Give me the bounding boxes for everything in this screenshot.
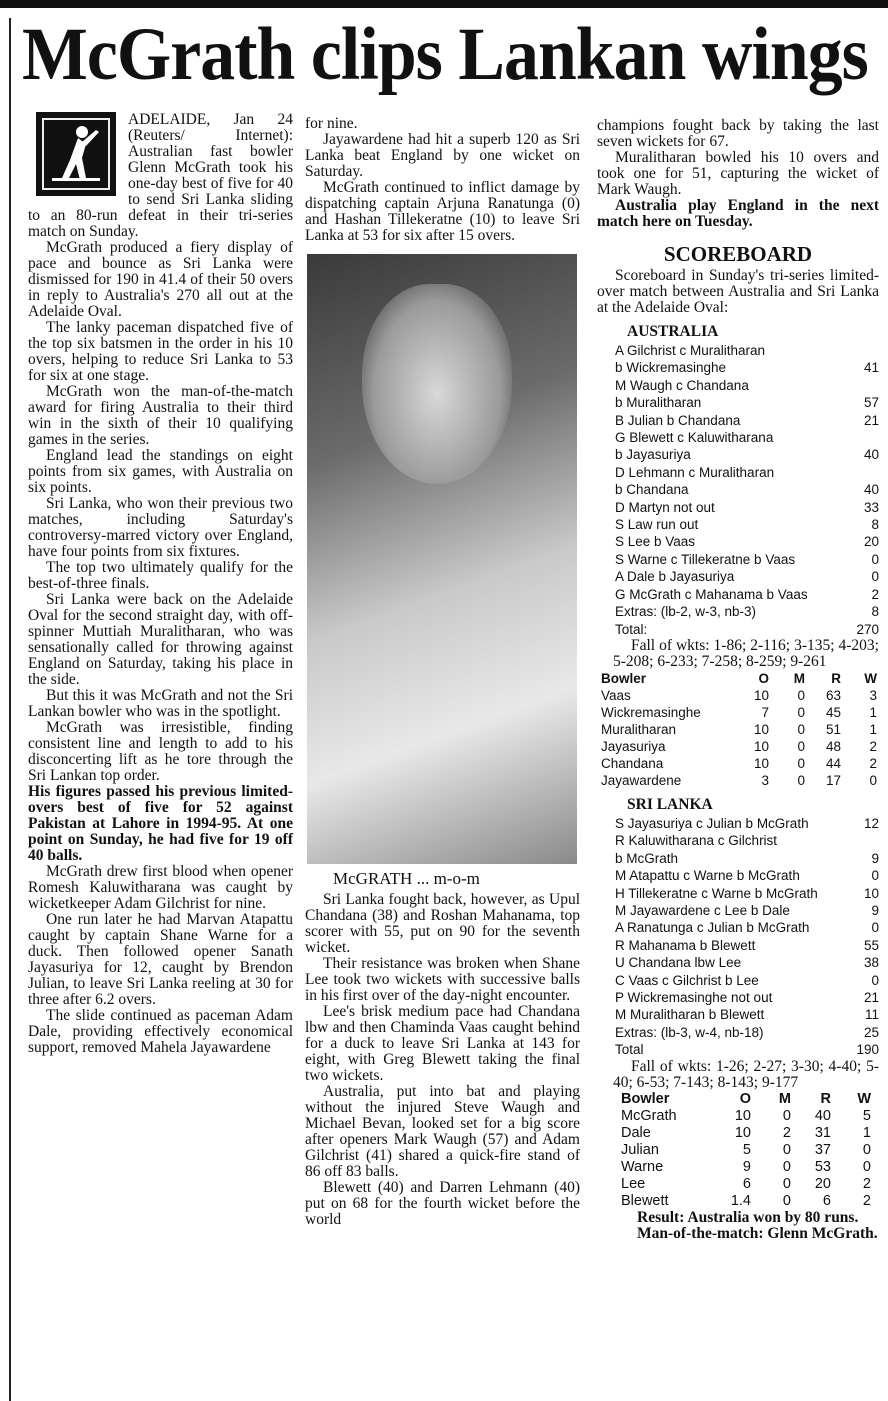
scoreboard-intro: Scoreboard in Sunday's tri-series limited-over match between Australia and Sri Lanka at the Adelaide Oval: bbox=[597, 267, 879, 316]
runs: 40 bbox=[863, 447, 879, 463]
article-paragraph: Australia, put into bat and playing without the injured Steve Waugh and Michael Bevan, looked set for a big score after openers Mark Waugh (57) and Adam Gilchrist (41) shared a quick-fire stand of 86 off 83 balls. bbox=[305, 1083, 580, 1180]
article-paragraph: One run later he had Marvan Atapattu caught by captain Shane Warne for a duck. Then followed opener Sanath Jayasuriya for 12, caught by Brendon Julian, to leave Sri Lanka reeling at 30 for three after 6.2 overs. bbox=[28, 911, 293, 1008]
bowling-figure: 44 bbox=[825, 755, 841, 771]
runs bbox=[845, 342, 879, 359]
batting-row bbox=[615, 815, 879, 832]
runs: 2 bbox=[871, 586, 879, 602]
bowling-figure: 2 bbox=[782, 1124, 791, 1141]
bowling-row bbox=[601, 772, 877, 789]
bowling-figure: 2 bbox=[869, 738, 877, 754]
bowling-row bbox=[621, 1125, 871, 1142]
batting-row bbox=[615, 989, 879, 1006]
batsman-entry: A Ranatunga c Julian b McGrath bbox=[615, 920, 810, 936]
bowling-row bbox=[601, 755, 877, 772]
article-paragraph: McGrath continued to inflict damage by dispatching captain Arjuna Ranatunga (0) and Hashan Tillekeratne (10) to leave Sri Lanka at 53 for six after 15 overs. bbox=[305, 179, 580, 244]
runs: 21 bbox=[863, 412, 879, 428]
col3-bold-paragraph: Australia play England in the next match here on Tuesday. bbox=[597, 197, 879, 230]
bowling-figure: 5 bbox=[742, 1141, 751, 1158]
bowling-figure: 2 bbox=[862, 1175, 871, 1192]
batting-row bbox=[615, 1006, 879, 1023]
bowling-row bbox=[621, 1142, 871, 1159]
bowler-name: Dale bbox=[621, 1124, 651, 1141]
runs: 57 bbox=[863, 395, 879, 411]
article-paragraph: for nine. bbox=[305, 115, 358, 132]
bowling-figure: 6 bbox=[742, 1175, 751, 1192]
batting-row bbox=[615, 342, 879, 359]
batting-row bbox=[615, 568, 879, 585]
runs: 11 bbox=[864, 1007, 879, 1023]
batsman-entry: B Julian b Chandana bbox=[615, 412, 741, 428]
bowling-figure: 7 bbox=[761, 704, 769, 720]
runs: 25 bbox=[863, 1024, 879, 1040]
bowling-figure: 0 bbox=[782, 1192, 791, 1209]
article-paragraph: The slide continued as paceman Adam Dale, providing effectively economical support, removed Mahela Jayawardene bbox=[28, 1007, 293, 1056]
batting-row bbox=[615, 621, 879, 638]
bowler-name: Jayawardene bbox=[601, 772, 682, 788]
bowling-figure: 63 bbox=[825, 687, 841, 703]
runs: 55 bbox=[863, 937, 879, 953]
bowling-row bbox=[621, 1159, 871, 1176]
bowling-figure: 0 bbox=[782, 1107, 791, 1124]
batsman-entry: M Atapattu c Warne b McGrath bbox=[615, 868, 800, 884]
bowling-figure: 0 bbox=[797, 704, 805, 720]
bowling-figure: 1 bbox=[869, 721, 877, 737]
runs: 0 bbox=[871, 551, 879, 567]
batsman-entry: S Lee b Vaas bbox=[615, 534, 696, 550]
batting-row bbox=[615, 429, 879, 446]
batting-row bbox=[615, 586, 879, 603]
bowling-figure: 17 bbox=[825, 772, 841, 788]
article-paragraph: McGrath drew first blood when opener Romesh Kaluwitharana was caught by wicketkeeper Adam Gilchrist for nine. bbox=[28, 863, 293, 912]
runs: 41 bbox=[863, 360, 879, 376]
bowler-name: Wickremasinghe bbox=[601, 704, 701, 720]
bowler-name: Julian bbox=[621, 1141, 659, 1158]
bowling-figure: 0 bbox=[869, 772, 877, 788]
bowling-figure: 48 bbox=[825, 738, 841, 754]
left-rule bbox=[9, 18, 11, 1401]
bowling-figure: 0 bbox=[797, 721, 805, 737]
batsman-entry: D Martyn not out bbox=[615, 499, 715, 515]
article-column-2 bbox=[305, 116, 580, 1228]
batting-row bbox=[615, 850, 879, 867]
bowler-name: Vaas bbox=[601, 687, 631, 703]
article-paragraph: McGrath produced a fiery display of pace and bounce as Sri Lanka were dismissed for 190 in 41.4 of their 50 overs in reply to Australia's 270 all out at the Adelaide Oval. bbox=[28, 239, 293, 320]
batsman-entry: M Muralitharan b Blewett bbox=[615, 1007, 765, 1023]
runs: 9 bbox=[871, 850, 879, 866]
photo-figure bbox=[362, 284, 512, 484]
bowling-header-cell: Bowler bbox=[621, 1090, 670, 1107]
batting-row bbox=[615, 867, 879, 884]
bowling-figure: 51 bbox=[825, 721, 841, 737]
batsman-entry: A Dale b Jayasuriya bbox=[615, 569, 735, 585]
runs bbox=[845, 832, 879, 849]
bowling-figure: 10 bbox=[734, 1107, 751, 1124]
batsman-entry: b McGrath bbox=[615, 850, 679, 866]
bowling-figure: 2 bbox=[869, 755, 877, 771]
col3-top-paragraphs bbox=[597, 118, 879, 198]
article-paragraph: McGrath won the man-of-the-match award for firing Australia to their third win in the sixth of their 10 qualifying games in the series. bbox=[28, 383, 293, 448]
bowling-figure: 0 bbox=[782, 1141, 791, 1158]
runs: 9 bbox=[871, 902, 879, 918]
team-sri-lanka: SRI LANKA bbox=[627, 795, 713, 813]
bowling-row bbox=[621, 1176, 871, 1193]
article-paragraph: England lead the standings on eight points from six games, with Australia on six points. bbox=[28, 447, 293, 496]
batting-row bbox=[615, 412, 879, 429]
sri-lanka-bowling-table bbox=[601, 670, 877, 789]
batsman-entry: S Jayasuriya c Julian b McGrath bbox=[615, 815, 809, 831]
bowling-figure: 0 bbox=[862, 1141, 871, 1158]
article-paragraph: Their resistance was broken when Shane Lee took two wickets with successive balls in his first over of the day-night encounter. bbox=[305, 955, 580, 1004]
batting-row bbox=[615, 954, 879, 971]
bowling-figure: 0 bbox=[797, 772, 805, 788]
runs: 270 bbox=[856, 621, 879, 637]
batsman-entry: M Waugh c Chandana bbox=[615, 377, 749, 393]
batting-row bbox=[615, 446, 879, 463]
bowling-header-cell: O bbox=[758, 670, 769, 686]
runs: 12 bbox=[863, 815, 879, 831]
bowling-header-cell: Bowler bbox=[601, 670, 647, 686]
australia-batting bbox=[615, 342, 879, 638]
bowling-header-cell: O bbox=[739, 1090, 751, 1107]
runs: 0 bbox=[871, 868, 879, 884]
cricket-logo-icon bbox=[36, 112, 116, 196]
article-paragraph: The top two ultimately qualify for the best-of-three finals. bbox=[28, 559, 293, 592]
batting-row bbox=[615, 551, 879, 568]
runs: 21 bbox=[863, 989, 879, 1005]
batting-row bbox=[615, 1041, 879, 1058]
batsman-entry: H Tillekeratne c Warne b McGrath bbox=[615, 885, 818, 901]
bowling-figure: 31 bbox=[814, 1124, 831, 1141]
batting-row bbox=[615, 516, 879, 533]
article-paragraph: McGrath was irresistible, finding consistent line and length to add to his disconcerting lift as he tore through the Sri Lankan top order. bbox=[28, 719, 293, 784]
article-paragraph: But this it was McGrath and not the Sri Lankan bowler who was in the spotlight. bbox=[28, 687, 293, 720]
runs: 10 bbox=[863, 885, 879, 901]
man-of-the-match: Man-of-the-match: Glenn McGrath. bbox=[637, 1224, 878, 1242]
batsman-entry: Extras: (lb-3, w-4, nb-18) bbox=[615, 1024, 764, 1040]
bowler-name: Lee bbox=[621, 1175, 646, 1192]
runs bbox=[845, 464, 879, 481]
batting-row bbox=[615, 377, 879, 394]
australia-bowling-table bbox=[621, 1091, 871, 1210]
bowling-figure: 10 bbox=[734, 1124, 751, 1141]
bowling-row bbox=[621, 1193, 871, 1210]
batsman-entry: Total bbox=[615, 1042, 644, 1058]
bowler-name: Blewett bbox=[621, 1192, 669, 1209]
batting-row bbox=[615, 885, 879, 902]
batsman-entry: A Gilchrist c Muralitharan bbox=[615, 343, 766, 358]
bowling-figure: 53 bbox=[814, 1158, 831, 1175]
runs: 33 bbox=[863, 499, 879, 515]
mcgrath-photo bbox=[307, 254, 577, 864]
batting-row bbox=[615, 481, 879, 498]
bowling-figure: 0 bbox=[862, 1158, 871, 1175]
bowling-figure: 5 bbox=[862, 1107, 871, 1124]
bowling-figure: 2 bbox=[862, 1192, 871, 1209]
article-paragraph: Muralitharan bowled his 10 overs and took one for 51, capturing the wicket of Mark Waugh. bbox=[597, 149, 879, 198]
bowling-figure: 0 bbox=[797, 755, 805, 771]
col1-bold-paragraph: His figures passed his previous limited-overs best of five for 52 against Pakistan at Lahore in 1994-95. At one point on Sunday, he had five for 19 off 40 balls. bbox=[28, 783, 293, 864]
bowling-figure: 1 bbox=[862, 1124, 871, 1141]
article-paragraph: Blewett (40) and Darren Lehmann (40) put on 68 for the fourth wicket before the world bbox=[305, 1179, 580, 1228]
batting-row bbox=[615, 533, 879, 550]
bowling-figure: 0 bbox=[797, 687, 805, 703]
runs: 8 bbox=[871, 604, 879, 620]
bowling-figure: 10 bbox=[753, 721, 769, 737]
batting-row bbox=[615, 937, 879, 954]
batting-row bbox=[615, 603, 879, 620]
bowling-header-cell: R bbox=[831, 670, 841, 686]
bowling-row bbox=[601, 687, 877, 704]
bowling-figure: 0 bbox=[782, 1158, 791, 1175]
bowling-header-cell: M bbox=[793, 670, 805, 686]
article-column-3 bbox=[597, 118, 879, 1242]
batsman-entry: S Warne c Tillekeratne b Vaas bbox=[615, 551, 796, 567]
bowling-figure: 20 bbox=[814, 1175, 831, 1192]
article-paragraph: ADELAIDE, Jan 24 (Reuters/ Internet): Australian fast bowler Glenn McGrath took his one-day best of five for 40 to send Sri Lanka sliding to an 80-run defeat in their tri-series match on Sunday. bbox=[28, 111, 293, 240]
batsman-entry: Total: bbox=[615, 621, 648, 637]
bowler-name: Chandana bbox=[601, 755, 664, 771]
batsman-entry: b Wickremasinghe bbox=[615, 360, 727, 376]
batting-row bbox=[615, 902, 879, 919]
batting-row bbox=[615, 832, 879, 849]
bowling-figure: 40 bbox=[814, 1107, 831, 1124]
col2-bottom-paragraphs bbox=[305, 892, 580, 1228]
batsman-entry: G Blewett c Kaluwitharana bbox=[615, 430, 774, 446]
bowling-figure: 10 bbox=[753, 755, 769, 771]
bowling-header-cell: R bbox=[820, 1090, 831, 1107]
batsman-entry: U Chandana lbw Lee bbox=[615, 955, 742, 971]
article-paragraph: Sri Lanka, who won their previous two matches, including Saturday's controversy-marred victory over England, have four points from six fixtures. bbox=[28, 495, 293, 560]
batting-row bbox=[615, 1024, 879, 1041]
article-column-1 bbox=[28, 112, 293, 1056]
top-rule bbox=[0, 0, 888, 8]
batting-row bbox=[615, 972, 879, 989]
batting-row bbox=[615, 359, 879, 376]
bowling-figure: 45 bbox=[825, 704, 841, 720]
bowling-figure: 9 bbox=[742, 1158, 751, 1175]
article-paragraph: Jayawardene had hit a superb 120 as Sri Lanka beat England by one wicket on Saturday. bbox=[305, 131, 580, 180]
article-paragraph: Sri Lanka were back on the Adelaide Oval for the second straight day, with off-spinner Muttiah Muralitharan, who was sensationally called for throwing against England on Saturday, taking his place in the side. bbox=[28, 591, 293, 688]
article-paragraph: The lanky paceman dispatched five of the top six batsmen in the order in his 10 overs, helping to reduce Sri Lanka to 53 for six at one stage. bbox=[28, 319, 293, 384]
bowling-figure: 6 bbox=[822, 1192, 831, 1209]
bowling-header-row bbox=[601, 670, 877, 687]
bowler-name: McGrath bbox=[621, 1107, 677, 1124]
batsman-entry: R Kaluwitharana c Gilchrist bbox=[615, 833, 778, 849]
bowling-figure: 10 bbox=[753, 687, 769, 703]
batting-row bbox=[615, 464, 879, 481]
photo-caption: McGRATH ... m-o-m bbox=[333, 869, 480, 888]
runs: 190 bbox=[856, 1042, 879, 1058]
batsman-entry: P Wickremasinghe not out bbox=[615, 989, 773, 1005]
bowling-figure: 1.4 bbox=[730, 1192, 751, 1209]
batsman-entry: Extras: (lb-2, w-3, nb-3) bbox=[615, 604, 757, 620]
col1-paragraphs bbox=[28, 112, 293, 784]
bowling-header-cell: M bbox=[778, 1090, 791, 1107]
bowling-row bbox=[601, 704, 877, 721]
bowling-figure: 3 bbox=[869, 687, 877, 703]
bowling-row bbox=[621, 1108, 871, 1125]
bowling-figure: 10 bbox=[753, 738, 769, 754]
bowling-row bbox=[601, 721, 877, 738]
batsman-entry: S Law run out bbox=[615, 517, 699, 533]
bowling-figure: 0 bbox=[797, 738, 805, 754]
sri-lanka-batting bbox=[615, 815, 879, 1059]
batsman-entry: b Jayasuriya bbox=[615, 447, 691, 463]
bowler-name: Warne bbox=[621, 1158, 664, 1175]
batting-row bbox=[615, 919, 879, 936]
article-paragraph: Lee's brisk medium pace had Chandana lbw and then Chaminda Vaas caught behind for a duck to leave Sri Lanka at 143 for eight, with Greg Blewett taking the final two wickets. bbox=[305, 1003, 580, 1084]
bowling-figure: 3 bbox=[761, 772, 769, 788]
bowling-header-cell: W bbox=[864, 670, 877, 686]
col1-rest-paragraphs bbox=[28, 864, 293, 1056]
bowler-name: Jayasuriya bbox=[601, 738, 666, 754]
australia-fall-of-wickets: Fall of wkts: 1-86; 2-116; 3-135; 4-203; 5-208; 6-233; 7-258; 8-259; 9-261 bbox=[613, 636, 879, 670]
runs: 0 bbox=[871, 569, 879, 585]
runs: 38 bbox=[863, 955, 879, 971]
bowling-figure: 0 bbox=[782, 1175, 791, 1192]
team-australia: AUSTRALIA bbox=[627, 323, 719, 340]
scoreboard-title: SCOREBOARD bbox=[663, 242, 813, 266]
bowling-header-cell: W bbox=[857, 1090, 871, 1107]
bowler-name: Muralitharan bbox=[601, 721, 677, 737]
batsman-entry: C Vaas c Gilchrist b Lee bbox=[615, 972, 759, 988]
bowling-header-row bbox=[621, 1091, 871, 1108]
bowling-figure: 37 bbox=[814, 1141, 831, 1158]
sri-lanka-fall-of-wickets: Fall of wkts: 1-26; 2-27; 3-30; 4-40; 5-40; 6-53; 7-143; 8-143; 9-177 bbox=[613, 1057, 879, 1091]
match-result: Result: Australia won by 80 runs. bbox=[637, 1208, 859, 1226]
runs: 20 bbox=[863, 534, 879, 550]
runs: 0 bbox=[871, 920, 879, 936]
batsman-entry: G McGrath c Mahanama b Vaas bbox=[615, 586, 808, 602]
runs: 40 bbox=[863, 482, 879, 498]
batsman-entry: R Mahanama b Blewett bbox=[615, 937, 756, 953]
bowling-figure: 1 bbox=[869, 704, 877, 720]
article-paragraph: Sri Lanka fought back, however, as Upul Chandana (38) and Roshan Mahanama, top scorer with 55, put on 90 for the seventh wicket. bbox=[305, 891, 580, 956]
bowling-row bbox=[601, 738, 877, 755]
batting-row bbox=[615, 499, 879, 516]
runs bbox=[845, 377, 879, 394]
batsman-entry: D Lehmann c Muralitharan bbox=[615, 464, 775, 480]
batsman-entry: M Jayawardene c Lee b Dale bbox=[615, 902, 790, 918]
headline: McGrath clips Lankan wings bbox=[22, 13, 868, 96]
batsman-entry: b Chandana bbox=[615, 482, 689, 498]
batsman-entry: b Muralitharan bbox=[615, 395, 702, 411]
runs: 0 bbox=[871, 972, 879, 988]
batting-row bbox=[615, 394, 879, 411]
runs: 8 bbox=[871, 517, 879, 533]
runs bbox=[845, 429, 879, 446]
col2-top-paragraphs bbox=[305, 116, 580, 244]
article-paragraph: champions fought back by taking the last seven wickets for 67. bbox=[597, 117, 879, 150]
